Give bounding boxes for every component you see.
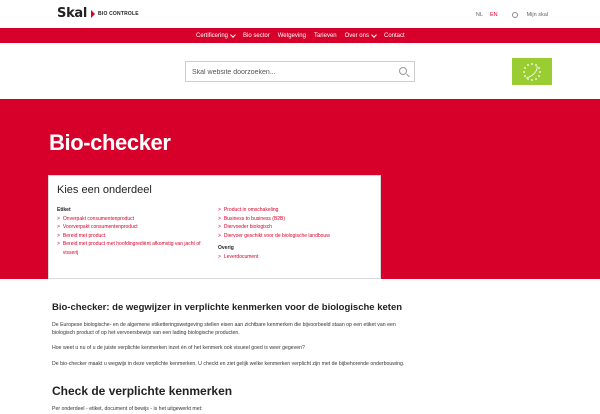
nav-item-certificering[interactable]	[196, 33, 235, 39]
selector-link[interactable]	[218, 232, 368, 241]
selector-link-label: Onverpakt consumentenproduct	[62, 215, 135, 222]
per-part-paragraph: Per onderdeel - etiket, document of bewijs - is het uitgewerkt met:	[52, 406, 203, 412]
arrow-right-icon: >	[57, 215, 60, 222]
arrow-right-icon: >	[218, 232, 221, 239]
selector-link-label: Leverdocument	[223, 253, 259, 260]
nav-label: Tarieven	[313, 32, 337, 39]
logo-word: Skal	[57, 6, 88, 21]
nav-label: Certificering	[196, 32, 229, 39]
selector-link[interactable]	[218, 253, 368, 262]
selector-link[interactable]	[57, 232, 209, 241]
column-heading: Etiket	[57, 207, 71, 213]
arrow-right-icon: >	[218, 224, 221, 230]
mijn-skal-link[interactable]	[505, 12, 548, 18]
selector-link[interactable]	[57, 240, 209, 257]
language-switch	[469, 12, 548, 18]
selector-link-label: Diervoer geschikt voor de biologische landbouw	[223, 232, 330, 239]
nav-item-wetgeving[interactable]	[278, 33, 306, 39]
arrow-right-icon: >	[218, 207, 221, 213]
nav-item-bio-sector[interactable]	[243, 33, 270, 39]
search-input[interactable]	[192, 66, 392, 78]
question-paragraph: Hoe weet u nu of u de juiste verplichte kenmerken inzet én of het kenmerk ook visueel goed is weer gegeven?	[52, 345, 305, 351]
selector-link-label: Product in omschakeling	[223, 207, 279, 213]
nav-item-contact[interactable]	[384, 33, 405, 39]
nav-label: Bio sector	[243, 32, 270, 39]
top-bar	[0, 0, 600, 28]
chevron-down-icon	[371, 32, 377, 38]
nav-label: Over ons	[344, 32, 369, 39]
selector-link-label: Bereid met product	[62, 232, 106, 239]
selector-link[interactable]	[57, 223, 209, 232]
nav-item-over-ons[interactable]	[345, 33, 376, 39]
mijn-skal-label: Mijn skal	[526, 12, 548, 18]
selector-link[interactable]	[218, 206, 368, 215]
main-navigation	[0, 28, 600, 43]
search-icon[interactable]	[399, 67, 407, 75]
lang-nl-link[interactable]: NL	[475, 12, 483, 18]
arrow-right-icon: >	[218, 215, 221, 222]
section-heading-check: Check de verplichte kenmerken	[52, 384, 233, 398]
selector-link-label: Voorverpakt consumentenproduct	[62, 224, 138, 230]
selector-column-etiket	[57, 206, 209, 257]
selector-link[interactable]	[218, 223, 368, 232]
eu-organic-leaf-logo	[512, 58, 552, 85]
search-box	[185, 61, 415, 82]
arrow-right-icon: >	[57, 224, 60, 230]
page-title: Bio-checker	[49, 130, 171, 155]
skal-logo[interactable]	[57, 6, 139, 21]
nav-label: Contact	[383, 32, 405, 39]
nav-item-tarieven[interactable]	[314, 33, 337, 39]
user-icon	[512, 12, 518, 18]
nav-label: Wetgeving	[277, 32, 306, 39]
selector-link-label: Business to business (B2B)	[223, 215, 286, 222]
explanation-paragraph: De bio-checker maakt u wegwijs in deze verplichte kenmerken. U checkt en ziet gelijk welke kenmerken verplicht zijn met de bijbehorende onderbouwing.	[52, 361, 405, 367]
arrow-right-icon: >	[57, 232, 60, 239]
selector-link-label: Bereid met product met hoofdingrediënt afkomstig van jacht of visserij	[62, 241, 201, 256]
logo-subtitle: BIO CONTROLE	[98, 10, 139, 17]
chevron-down-icon	[230, 32, 236, 38]
selector-column-overig	[218, 206, 368, 261]
column-heading: Overig	[218, 245, 234, 251]
logo-arrow-icon	[91, 10, 95, 18]
selector-card	[48, 175, 381, 279]
lang-en-link[interactable]: EN	[489, 12, 498, 18]
selector-link[interactable]	[218, 215, 368, 224]
arrow-right-icon: >	[57, 241, 60, 247]
section-heading-bio-checker: Bio-checker: de wegwijzer in verplichte kenmerken voor de biologische keten	[52, 302, 403, 313]
selector-link-label: Diervoeder biologisch	[223, 224, 273, 230]
eu-leaf-graphic	[512, 58, 552, 85]
arrow-right-icon: >	[218, 253, 221, 260]
selector-link[interactable]	[57, 215, 209, 224]
intro-paragraph: De Europese biologische- en de algemene etiketteringswetgeving stellen eisen aan zichtbare kenmerken die bijvoorbeeld staan op een etiket van een biologisch product of op het vervoersbewijs van een lading biologische producten.	[52, 322, 396, 336]
selector-title: Kies een onderdeel	[57, 184, 152, 196]
